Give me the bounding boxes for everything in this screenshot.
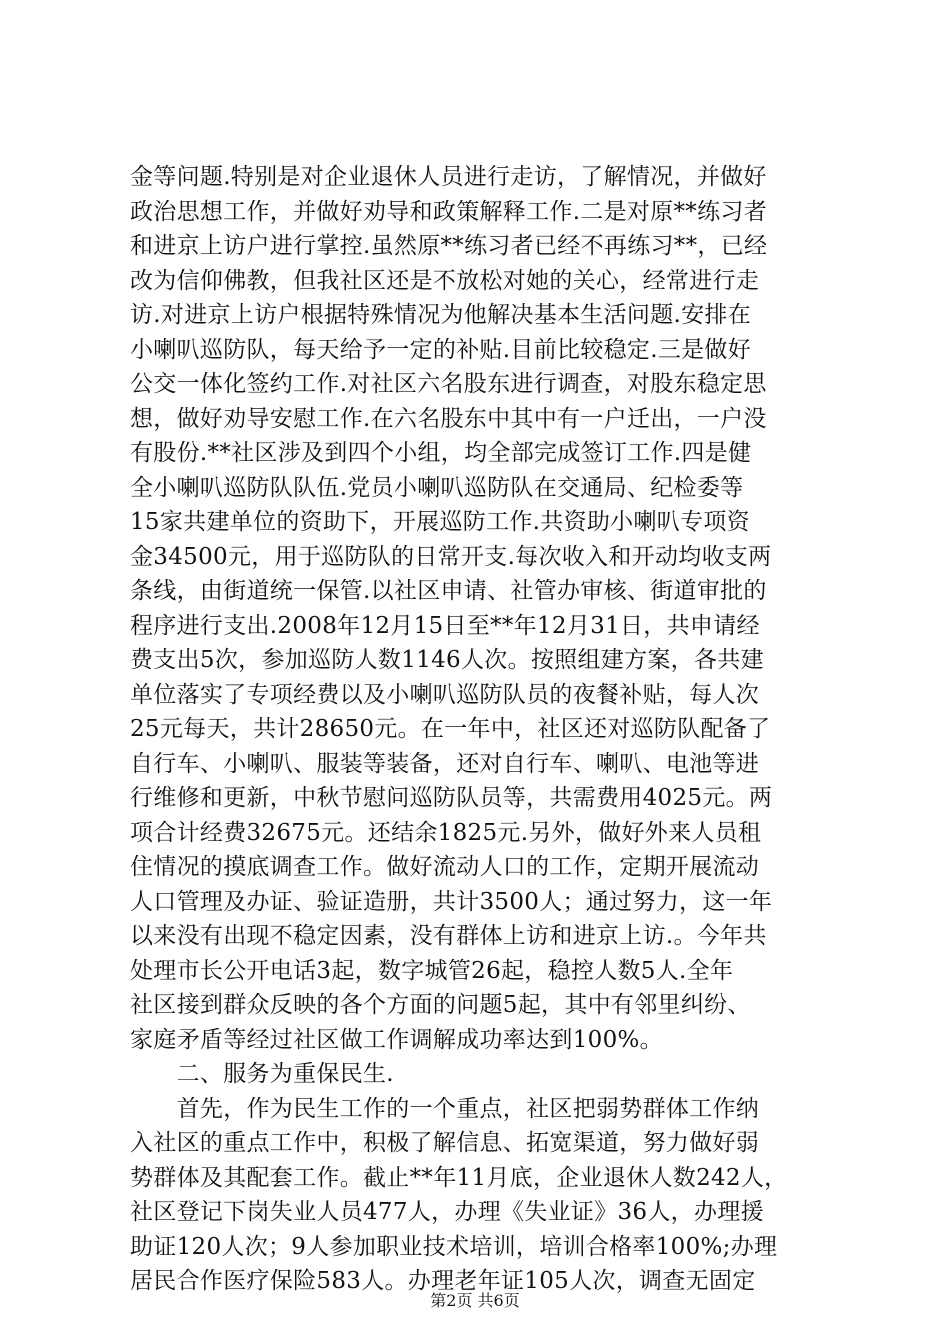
text-line: 和进京上访户进行掌控.虽然原**练习者已经不再练习**，已经 [130, 233, 768, 259]
text-line: 势群体及其配套工作。截止**年11月底，企业退休人数242人， [130, 1164, 788, 1191]
text-line: 住情况的摸底调查工作。做好流动人口的工作，定期开展流动 [130, 854, 760, 880]
text-line: 全小喇叭巡防队队伍.党员小喇叭巡防队在交通局、纪检委等 [130, 474, 744, 501]
text-line: 二、服务为重保民生. [130, 1061, 394, 1087]
page-footer: 第2页 共6页 [430, 1291, 520, 1310]
document-body [130, 160, 820, 1299]
text-line: 入社区的重点工作中，积极了解信息、拓宽渠道，努力做好弱 [130, 1130, 760, 1156]
text-line: 改为信仰佛教，但我社区还是不放松对她的关心，经常进行走 [130, 267, 760, 294]
text-line: 行维修和更新，中秋节慰问巡防队员等，共需费用4025元。两 [130, 785, 773, 811]
text-line: 访.对进京上访户根据特殊情况为他解决基本生活问题.安排在 [130, 302, 752, 328]
text-line: 助证120人次；9人参加职业技术培训，培训合格率100%;办理 [130, 1233, 778, 1260]
text-line: 家庭矛盾等经过社区做工作调解成功率达到100%。 [130, 1026, 663, 1053]
text-line: 社区接到群众反映的各个方面的问题5起，其中有邻里纠纷、 [130, 992, 751, 1018]
text-line: 人口管理及办证、验证造册，共计3500人；通过努力，这一年 [130, 888, 773, 915]
text-line: 有股份.**社区涉及到四个小组，均全部完成签订工作.四是健 [130, 440, 752, 466]
text-line: 自行车、小喇叭、服装等装备，还对自行车、喇叭、电池等进 [130, 750, 760, 777]
text-line: 想，做好劝导安慰工作.在六名股东中其中有一户迁出，一户没 [130, 405, 767, 432]
text-line: 以来没有出现不稳定因素，没有群体上访和进京上访.。今年共 [130, 923, 767, 949]
text-line: 公交一体化签约工作.对社区六名股东进行调查，对股东稳定思 [130, 371, 767, 397]
text-line: 费支出5次，参加巡防人数1146人次。按照组建方案，各共建 [130, 647, 764, 673]
text-line: 金等问题.特别是对企业退休人员进行走访，了解情况，并做好 [130, 164, 767, 190]
text-line: 首先，作为民生工作的一个重点，社区把弱势群体工作纳 [130, 1095, 760, 1122]
text-line: 小喇叭巡防队，每天给予一定的补贴.目前比较稳定.三是做好 [130, 336, 752, 363]
text-line: 政治思想工作，并做好劝导和政策解释工作.二是对原**练习者 [130, 198, 768, 225]
text-line: 金34500元，用于巡防队的日常开支.每次收入和开动均收支两 [130, 543, 772, 570]
text-line: 条线，由街道统一保管.以社区申请、社管办审核、街道审批的 [130, 578, 767, 604]
text-line: 程序进行支出.2008年12月15日至**年12月31日，共申请经 [130, 612, 760, 639]
text-line: 25元每天，共计28650元。在一年中，社区还对巡防队配备了 [130, 716, 771, 742]
text-line: 居民合作医疗保险583人。办理老年证105人次，调查无固定 [130, 1268, 756, 1294]
text-line: 单位落实了专项经费以及小喇叭巡防队员的夜餐补贴，每人次 [130, 681, 760, 708]
text-line: 15家共建单位的资助下，开展巡防工作.共资助小喇叭专项资 [130, 509, 750, 535]
text-line: 项合计经费32675元。还结余1825元.另外，做好外来人员租 [130, 819, 762, 846]
text-line: 社区登记下岗失业人员477人，办理《失业证》36人，办理援 [130, 1199, 764, 1225]
text-line: 处理市长公开电话3起，数字城管26起，稳控人数5人.全年 [130, 957, 734, 984]
